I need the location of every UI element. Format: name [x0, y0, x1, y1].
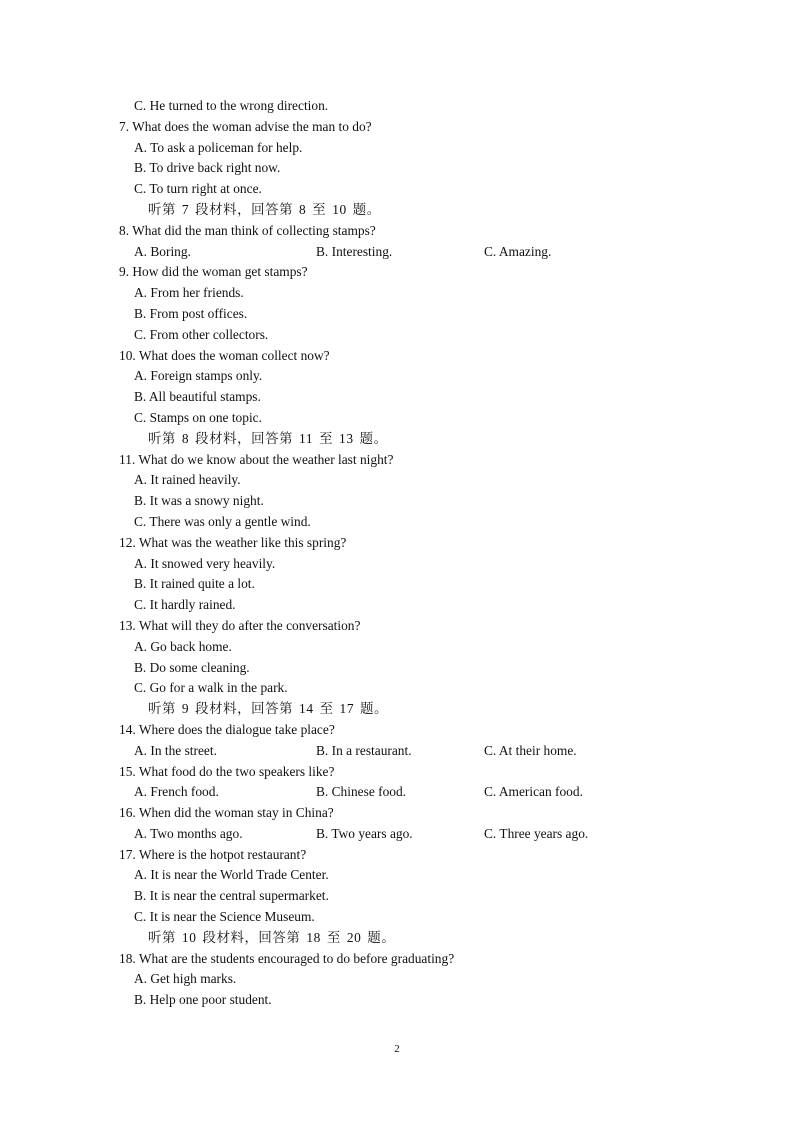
- option-text: A. Foreign stamps only.: [134, 368, 263, 384]
- question-text: 14. Where does the dialogue take place?: [119, 721, 335, 737]
- section-instruction: 听第 7 段材料，回答第 8 至 10 题。: [148, 201, 381, 217]
- question-text: 12. What was the weather like this spring?: [119, 534, 347, 550]
- option-text: C. It hardly rained.: [134, 597, 236, 613]
- option-text: A. It rained heavily.: [134, 472, 241, 488]
- option-text: C. He turned to the wrong direction.: [134, 98, 329, 113]
- option-text: B. Chinese food.: [316, 784, 407, 800]
- option-text: B. Interesting.: [316, 243, 393, 259]
- option-row: [0, 824, 794, 845]
- option-text: B. It was a snowy night.: [134, 493, 264, 509]
- option-text: C. Amazing.: [484, 243, 552, 259]
- option-text: A. In the street.: [134, 742, 217, 758]
- option-text: C. American food.: [484, 784, 583, 800]
- option-text: C. It is near the Science Museum.: [134, 909, 315, 925]
- question-text: 9. How did the woman get stamps?: [119, 264, 308, 280]
- option-row: [0, 782, 794, 803]
- option-text: A. It is near the World Trade Center.: [134, 867, 329, 883]
- question-text: 16. When did the woman stay in China?: [119, 805, 334, 821]
- option-text: C. From other collectors.: [134, 326, 269, 342]
- option-text: A. It snowed very heavily.: [134, 555, 276, 571]
- question-text: 15. What food do the two speakers like?: [119, 763, 335, 779]
- option-text: B. It rained quite a lot.: [134, 576, 255, 592]
- option-text: B. From post offices.: [134, 305, 248, 321]
- option-text: B. Two years ago.: [316, 825, 413, 841]
- option-text: B. Help one poor student.: [134, 992, 272, 1008]
- section-instruction: 听第 8 段材料，回答第 11 至 13 题。: [148, 430, 388, 446]
- option-text: B. To drive back right now.: [134, 160, 281, 176]
- option-text: C. Go for a walk in the park.: [134, 680, 288, 696]
- option-text: C. Three years ago.: [484, 825, 589, 841]
- question-text: 13. What will they do after the conversation?: [119, 617, 361, 633]
- option-text: C. There was only a gentle wind.: [134, 513, 311, 529]
- option-text: A. Go back home.: [134, 638, 232, 654]
- question-text: 10. What does the woman collect now?: [119, 347, 330, 363]
- question-text: 17. Where is the hotpot restaurant?: [119, 846, 307, 862]
- option-text: A. Two months ago.: [134, 825, 243, 841]
- option-text: B. In a restaurant.: [316, 742, 412, 758]
- option-text: A. To ask a policeman for help.: [134, 139, 303, 155]
- question-text: 7. What does the woman advise the man to do?: [119, 118, 372, 134]
- option-text: B. Do some cleaning.: [134, 659, 250, 675]
- option-text: A. From her friends.: [134, 285, 244, 301]
- question-text: 18. What are the students encouraged to do before graduating?: [119, 950, 455, 966]
- option-row: [0, 242, 794, 263]
- option-row: [0, 741, 794, 762]
- option-text: A. Boring.: [134, 243, 191, 259]
- option-text: C. Stamps on one topic.: [134, 409, 262, 425]
- option-text: A. French food.: [134, 784, 219, 800]
- section-instruction: 听第 9 段材料，回答第 14 至 17 题。: [148, 701, 389, 717]
- section-instruction: 听第 10 段材料，回答第 18 至 20 题。: [148, 929, 396, 945]
- page-number: 2: [394, 1043, 400, 1055]
- option-text: A. Get high marks.: [134, 971, 237, 987]
- option-text: C. At their home.: [484, 742, 577, 758]
- exam-page-content: [0, 96, 794, 1011]
- option-text: B. All beautiful stamps.: [134, 389, 261, 405]
- question-text: 11. What do we know about the weather last night?: [119, 451, 394, 467]
- option-text: C. To turn right at once.: [134, 181, 262, 197]
- option-text: B. It is near the central supermarket.: [134, 888, 329, 904]
- question-text: 8. What did the man think of collecting stamps?: [119, 222, 376, 238]
